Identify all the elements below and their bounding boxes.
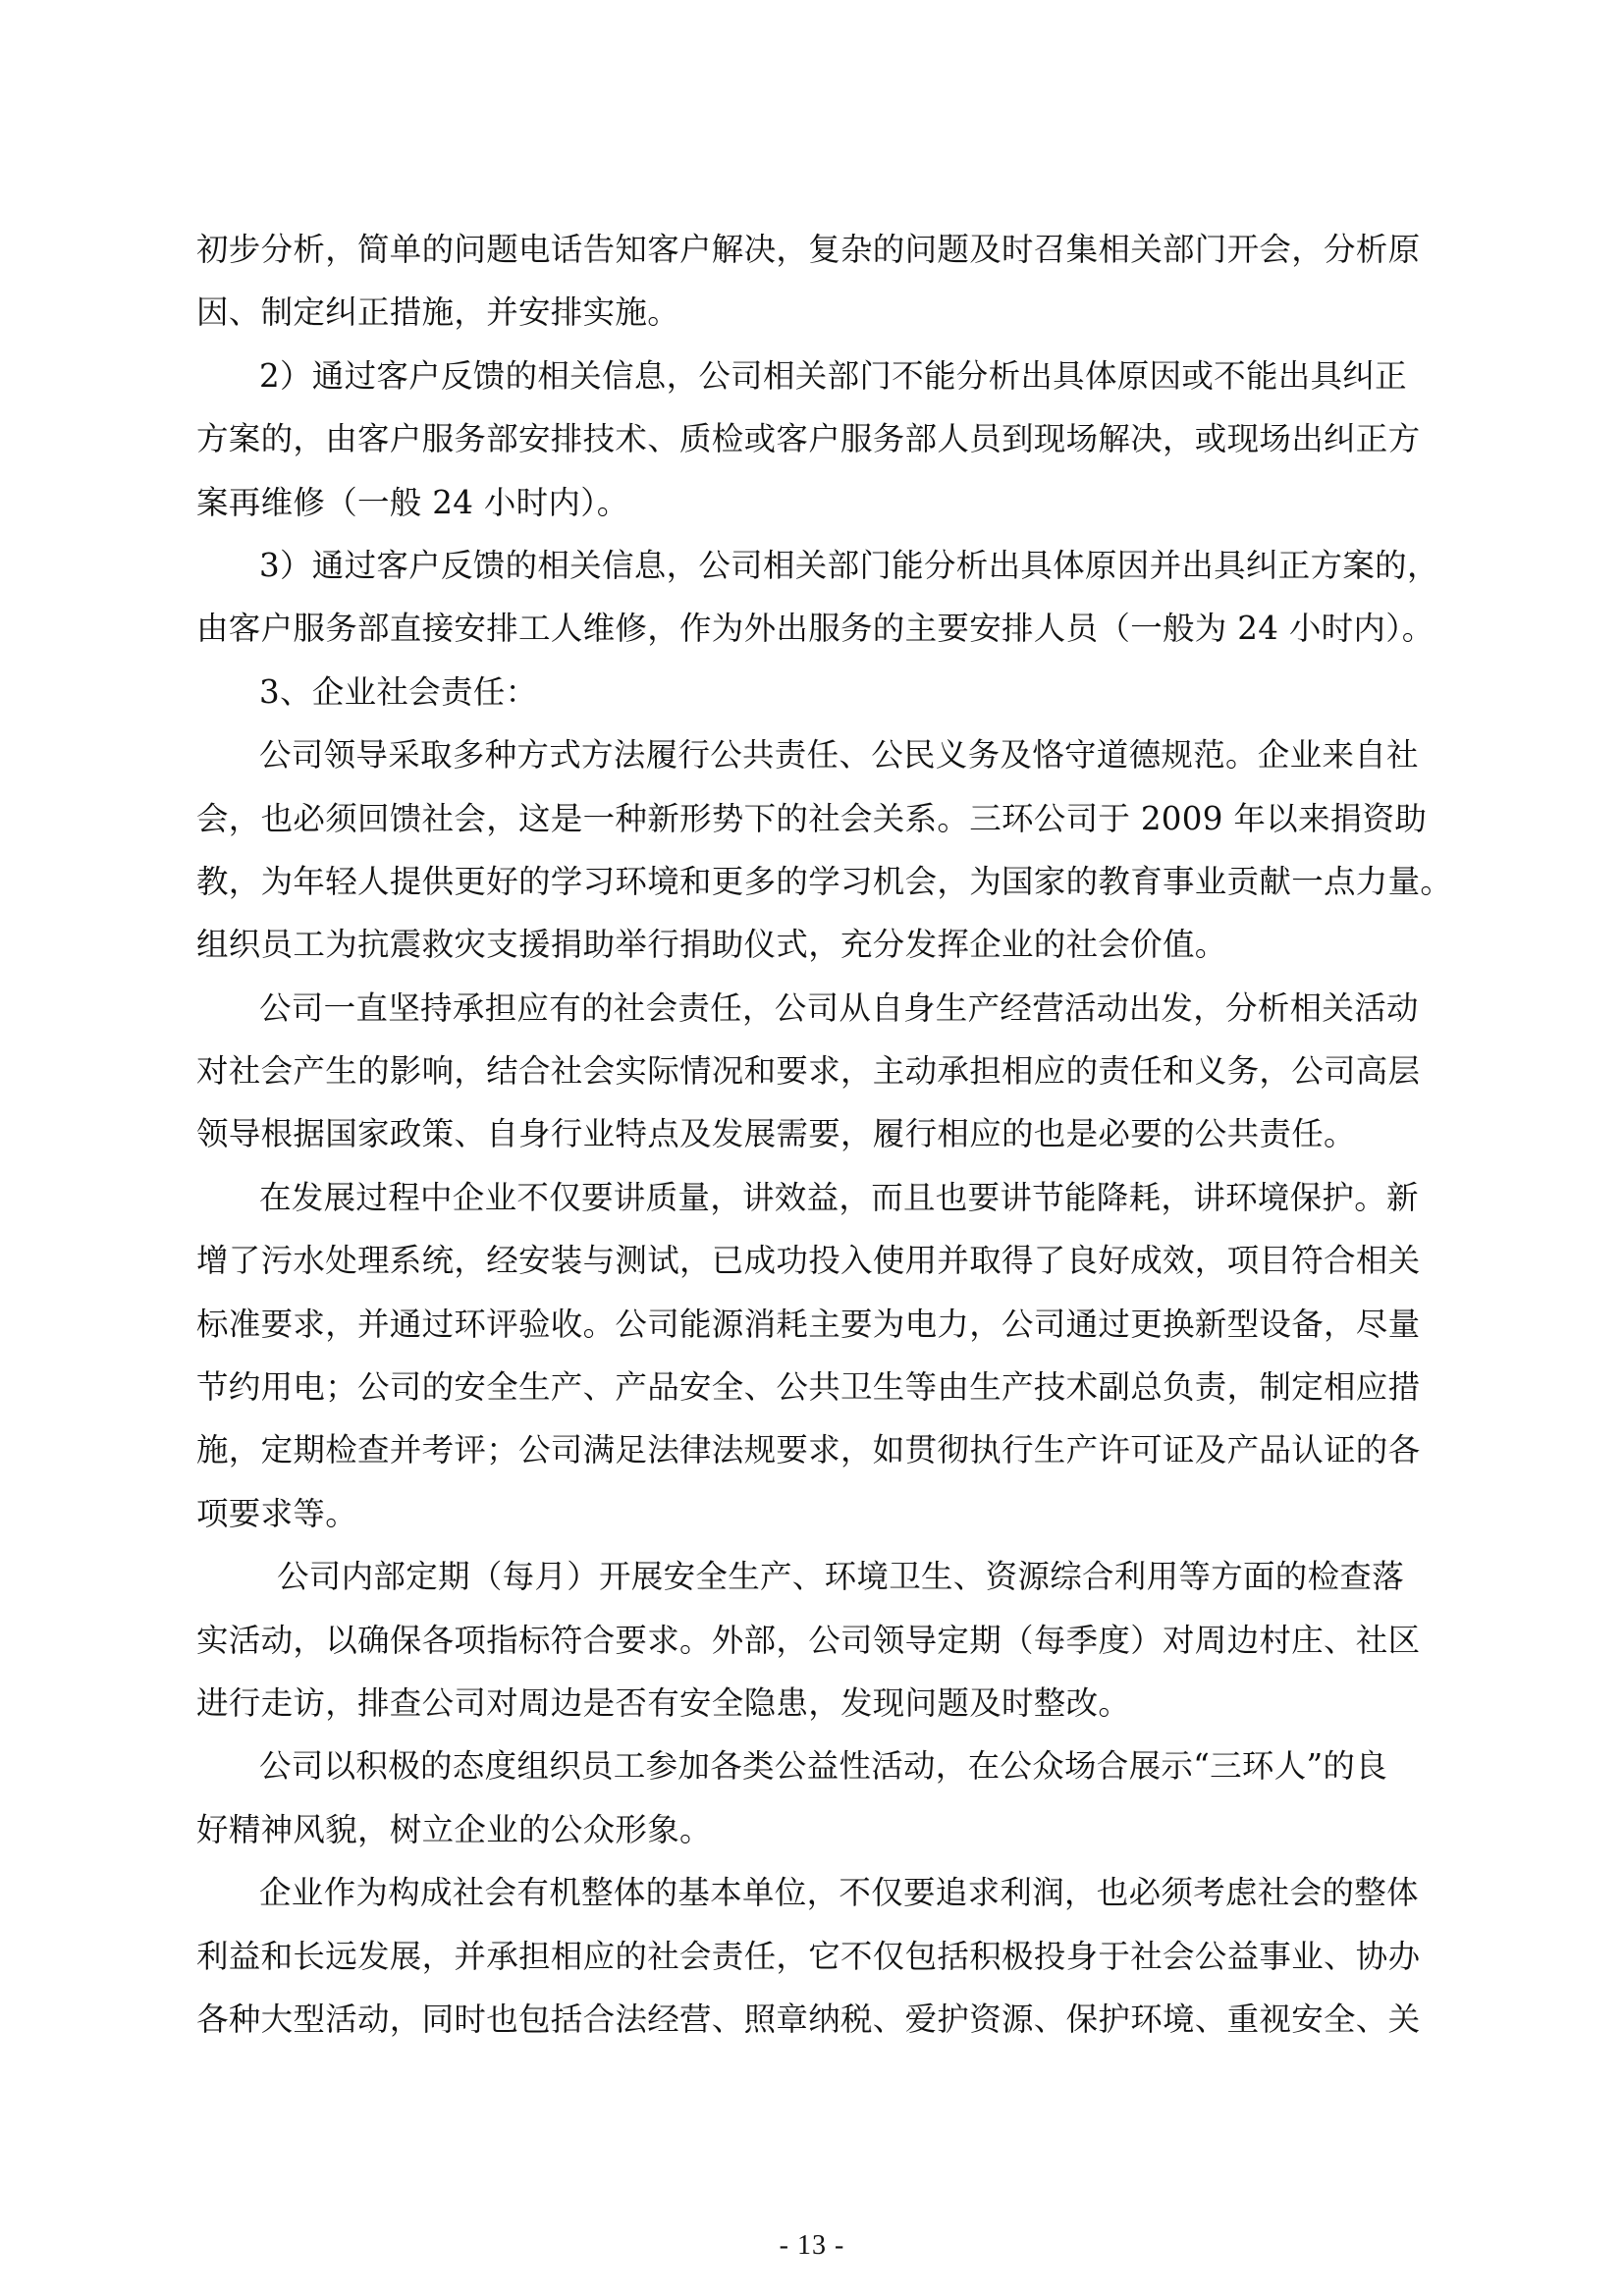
text-line: 对社会产生的影响，结合社会实际情况和要求，主动承担相应的责任和义务，公司高层 [196, 1052, 1421, 1091]
section-heading: 3、企业社会责任： [259, 672, 538, 711]
text-line: 教，为年轻人提供更好的学习环境和更多的学习机会，为国家的教育事业贡献一点力量。 [196, 862, 1453, 900]
text-line: 领导根据国家政策、自身行业特点及发展需要，履行相应的也是必要的公共责任。 [196, 1115, 1356, 1153]
text-line: 组织员工为抗震救灾支援捐助举行捐助仪式，充分发挥企业的社会价值。 [196, 926, 1227, 964]
text-line: 公司领导采取多种方式方法履行公共责任、公民义务及恪守道德规范。企业来自社 [259, 736, 1419, 774]
text-line: 实活动，以确保各项指标符合要求。外部，公司领导定期（每季度）对周边村庄、社区 [196, 1621, 1421, 1659]
text-line: 各种大型活动，同时也包括合法经营、照章纳税、爱护资源、保护环境、重视安全、关 [196, 2000, 1421, 2038]
text-line: 2）通过客户反馈的相关信息，公司相关部门不能分析出具体原因或不能出具纠正 [259, 356, 1407, 395]
text-line: 企业作为构成社会有机整体的基本单位，不仅要追求利润，也必须考虑社会的整体 [259, 1874, 1419, 1912]
text-line: 节约用电；公司的安全生产、产品安全、公共卫生等由生产技术副总负责，制定相应措 [196, 1368, 1421, 1407]
text-line: 好精神风貌，树立企业的公众形象。 [196, 1810, 712, 1848]
text-line: 会，也必须回馈社会，这是一种新形势下的社会关系。三环公司于 2009 年以来捐资助 [196, 799, 1428, 837]
text-line: 公司内部定期（每月）开展安全生产、环境卫生、资源综合利用等方面的检查落 [277, 1558, 1405, 1596]
document-body [196, 218, 1453, 2051]
text-line: 施，定期检查并考评；公司满足法律法规要求，如贯彻执行生产许可证及产品认证的各 [196, 1431, 1421, 1469]
text-line: 3）通过客户反馈的相关信息，公司相关部门能分析出具体原因并出具纠正方案的， [259, 546, 1439, 584]
text-line: 公司以积极的态度组织员工参加各类公益性活动，在公众场合展示“三环人”的良 [259, 1747, 1388, 1786]
text-line: 案再维修（一般 24 小时内）。 [196, 483, 629, 521]
text-line: 由客户服务部直接安排工人维修，作为外出服务的主要安排人员（一般为 24 小时内）。 [196, 610, 1435, 648]
text-line: 在发展过程中企业不仅要讲质量，讲效益，而且也要讲节能降耗，讲环境保护。新 [259, 1178, 1419, 1216]
text-line: 初步分析，简单的问题电话告知客户解决，复杂的问题及时召集相关部门开会，分析原 [196, 231, 1421, 268]
text-line: 项要求等。 [196, 1494, 358, 1532]
text-line: 进行走访，排查公司对周边是否有安全隐患，发现问题及时整改。 [196, 1683, 1131, 1722]
text-line: 增了污水处理系统，经安装与测试，已成功投入使用并取得了良好成效，项目符合相关 [196, 1242, 1421, 1280]
text-line: 公司一直坚持承担应有的社会责任，公司从自身生产经营活动出发，分析相关活动 [259, 988, 1419, 1027]
text-line: 利益和长远发展，并承担相应的社会责任，它不仅包括积极投身于社会公益事业、协办 [196, 1937, 1421, 1975]
text-line: 方案的，由客户服务部安排技术、质检或客户服务部人员到现场解决，或现场出纠正方 [196, 420, 1421, 458]
text-line: 标准要求，并通过环评验收。公司能源消耗主要为电力，公司通过更换新型设备，尽量 [196, 1305, 1421, 1343]
text-line: 因、制定纠正措施，并安排实施。 [196, 294, 680, 332]
page-number: - 13 - [779, 2230, 845, 2261]
